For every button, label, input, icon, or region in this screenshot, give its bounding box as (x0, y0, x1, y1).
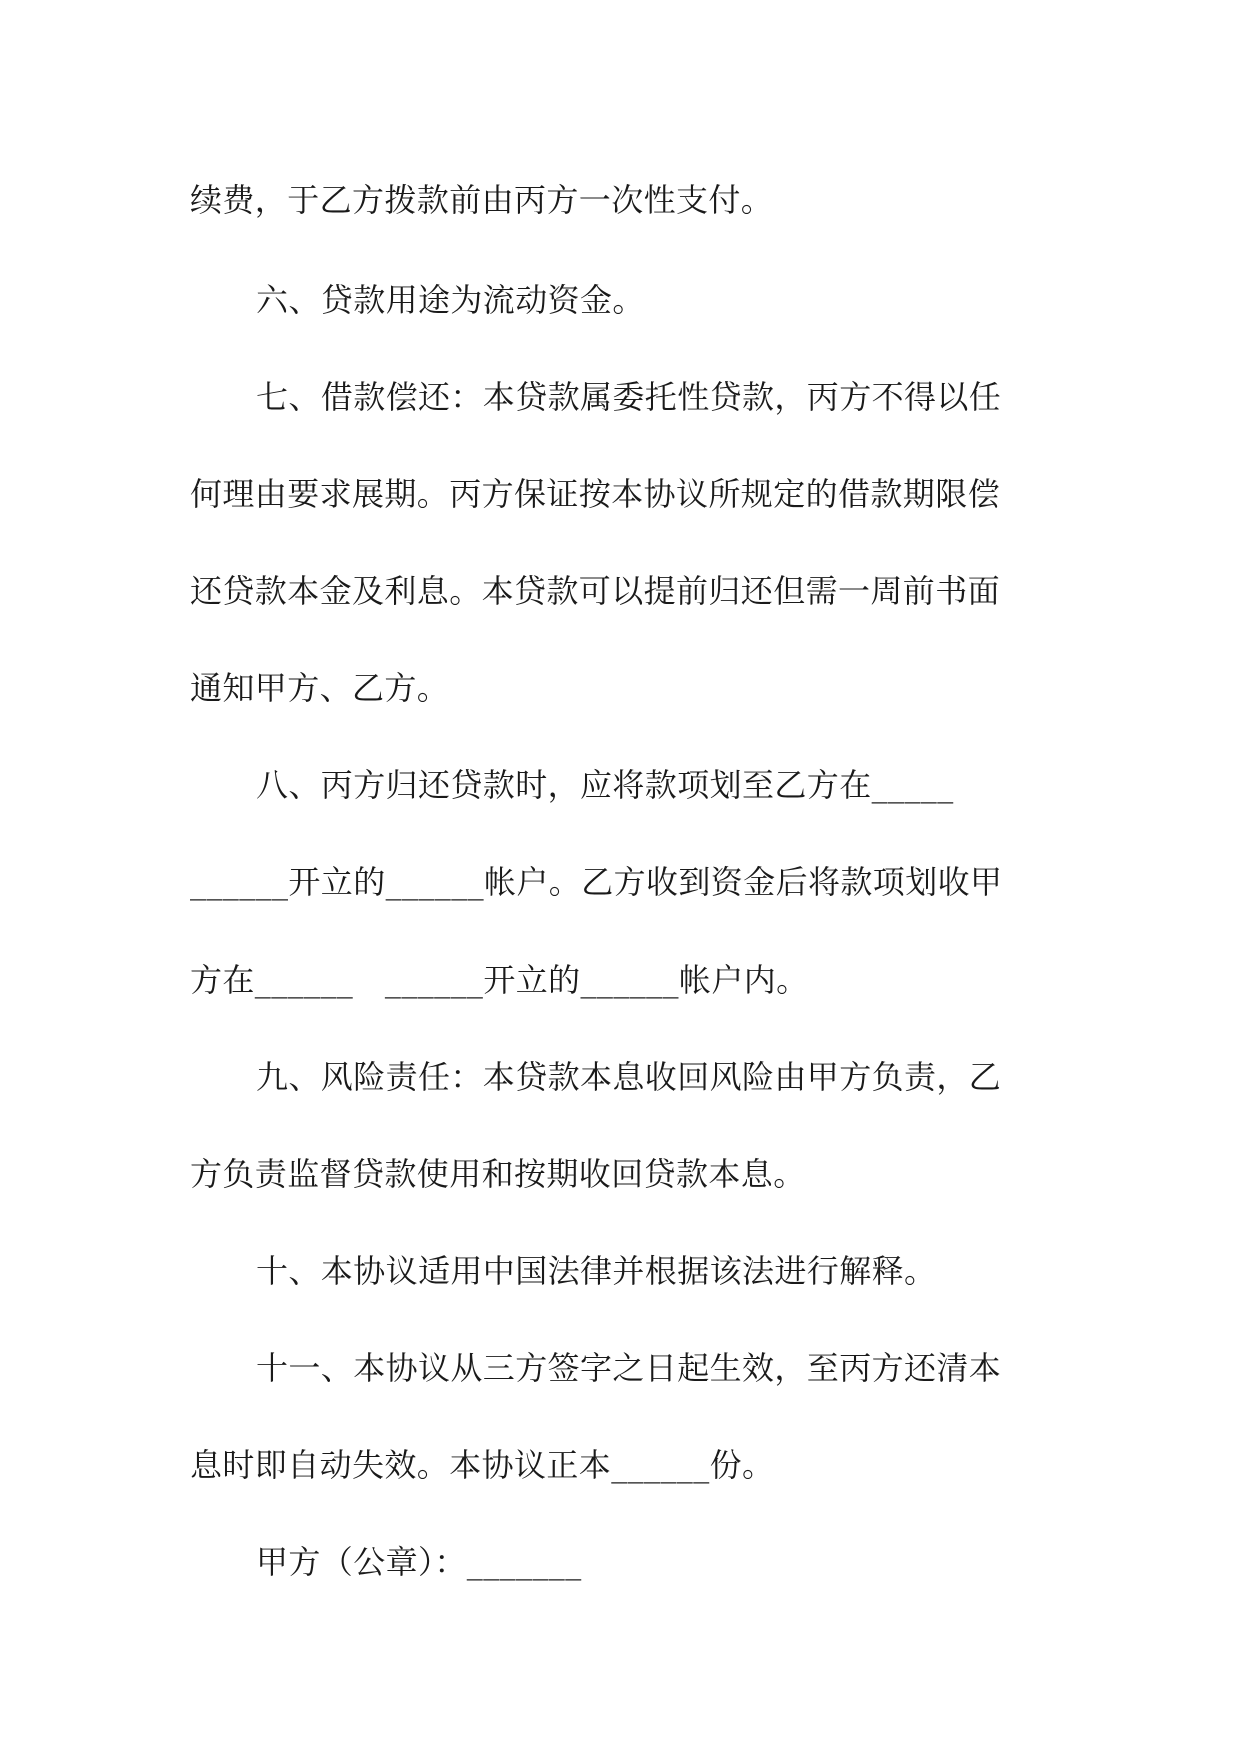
clause-7-line: 七、借款偿还：本贷款属委托性贷款，丙方不得以任 (256, 378, 1002, 416)
text-line: 方负责监督贷款使用和按期收回贷款本息。 (190, 1155, 806, 1193)
text-line: 何理由要求展期。丙方保证按本协议所规定的借款期限偿 (190, 475, 1001, 513)
text-line: 息时即自动失效。本协议正本______份。 (190, 1446, 775, 1484)
text-line: ______开立的______帐户。乙方收到资金后将款项划收甲 (190, 863, 1003, 901)
party-a-seal-line: 甲方（公章）：_______ (256, 1543, 582, 1581)
clause-6-line: 六、贷款用途为流动资金。 (256, 281, 645, 319)
text-line: 通知甲方、乙方。 (190, 669, 450, 707)
text-line: 方在______ ______开立的______帐户内。 (190, 961, 809, 999)
text-line: 续费，于乙方拨款前由丙方一次性支付。 (190, 181, 774, 219)
clause-9-line: 九、风险责任：本贷款本息收回风险由甲方负责，乙 (256, 1058, 1002, 1096)
clause-11-line: 十一、本协议从三方签字之日起生效，至丙方还清本 (256, 1349, 1002, 1387)
clause-10-line: 十、本协议适用中国法律并根据该法进行解释。 (256, 1252, 937, 1290)
text-line: 还贷款本金及利息。本贷款可以提前归还但需一周前书面 (190, 572, 1001, 610)
clause-8-line: 八、丙方归还贷款时，应将款项划至乙方在_____ (256, 766, 954, 804)
